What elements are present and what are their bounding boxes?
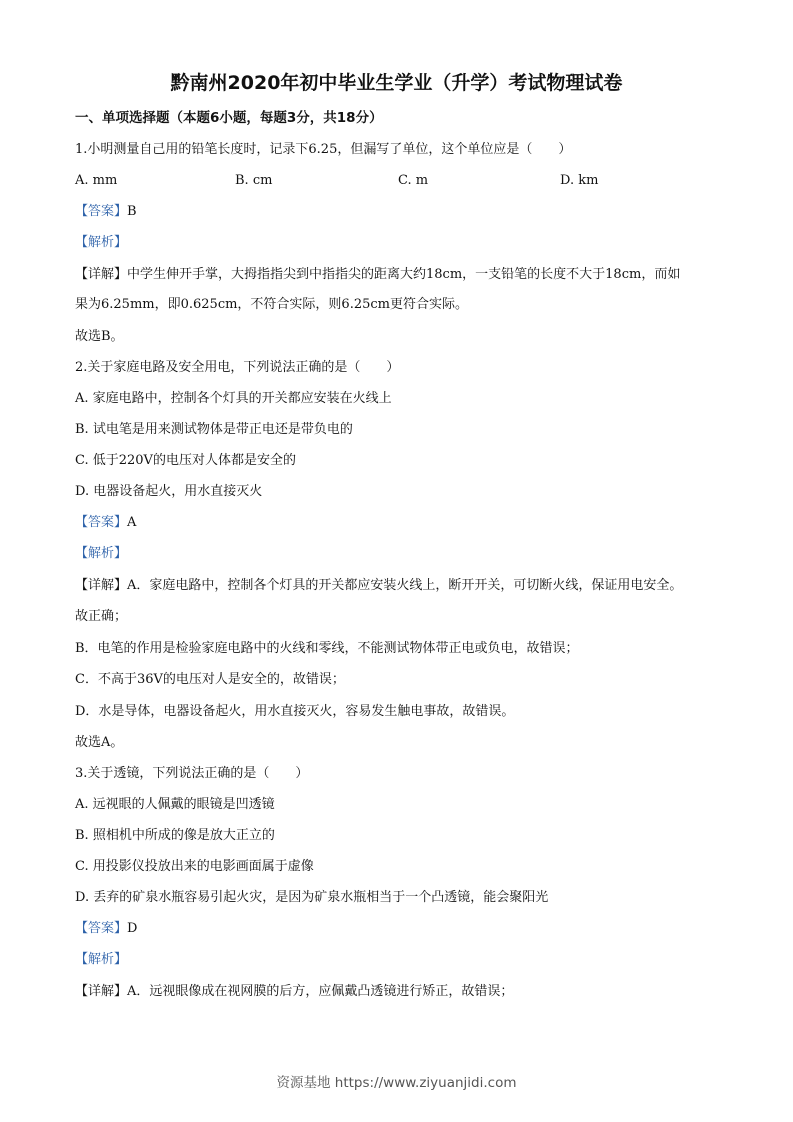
q1-conclusion: 故选B。 xyxy=(75,329,124,344)
section-heading: 一、单项选择题（本题6小题，每题3分，共18分） xyxy=(75,110,383,126)
q3-option-d: D. 丢弃的矿泉水瓶容易引起火灾，是因为矿泉水瓶相当于一个凸透镜，能会聚阳光 xyxy=(75,890,549,905)
q2-analysis-tag: 【解析】 xyxy=(75,546,128,561)
detail-tag: 【详解】 xyxy=(75,578,128,593)
q3-option-c: C. 用投影仪投放出来的电影画面属于虚像 xyxy=(75,859,314,874)
answer-value: A xyxy=(127,515,137,530)
detail-tag: 【详解】 xyxy=(75,984,128,999)
question-3-stem: 3.关于透镜，下列说法正确的是（ ） xyxy=(75,766,309,781)
q3-analysis-tag: 【解析】 xyxy=(75,952,128,967)
q1-analysis-tag: 【解析】 xyxy=(75,235,128,250)
q1-detail-line-2: 果为6.25mm，即0.625cm，不符合实际，则6.25cm更符合实际。 xyxy=(75,297,468,312)
q2-detail-c: C．不高于36V的电压对人是安全的，故错误； xyxy=(75,672,345,687)
q1-option-b: B. cm xyxy=(235,173,273,188)
detail-tag: 【详解】 xyxy=(75,267,128,282)
q3-detail-line xyxy=(75,983,513,1001)
answer-tag: 【答案】 xyxy=(75,515,128,530)
q2-option-b: B. 试电笔是用来测试物体是带正电还是带负电的 xyxy=(75,422,353,437)
q2-detail-b: B．电笔的作用是检验家庭电路中的火线和零线，不能测试物体带正电或负电，故错误； xyxy=(75,641,579,656)
question-2-stem: 2.关于家庭电路及安全用电，下列说法正确的是（ ） xyxy=(75,360,400,375)
exam-title: 黔南州2020年初中毕业生学业（升学）考试物理试卷 xyxy=(170,72,623,94)
q1-option-d: D. km xyxy=(560,173,599,188)
q2-conclusion: 故选A。 xyxy=(75,735,124,750)
q3-option-b: B. 照相机中所成的像是放大正立的 xyxy=(75,828,275,843)
q2-detail-d: D．水是导体，电器设备起火，用水直接灭火，容易发生触电事故，故错误。 xyxy=(75,704,515,719)
q2-option-d: D. 电器设备起火，用水直接灭火 xyxy=(75,484,263,499)
question-1-stem: 1.小明测量自己用的铅笔长度时，记录下6.25，但漏写了单位，这个单位应是（ ） xyxy=(75,142,572,157)
answer-tag: 【答案】 xyxy=(75,921,128,936)
q1-detail-line xyxy=(75,266,680,284)
q2-option-c: C. 低于220V的电压对人体都是安全的 xyxy=(75,453,296,468)
answer-value: B xyxy=(127,204,137,219)
q2-answer xyxy=(75,514,136,532)
q1-option-a: A. mm xyxy=(75,173,118,188)
detail-text: 中学生伸开手掌，大拇指指尖到中指指尖的距离大约18cm，一支铅笔的长度不大于18cm，而如 xyxy=(127,267,681,282)
q2-detail-line xyxy=(75,577,682,595)
detail-text: A．家庭电路中，控制各个灯具的开关都应安装火线上，断开开关，可切断火线，保证用电安全。 xyxy=(127,578,683,593)
answer-value: D xyxy=(127,921,138,936)
q3-answer xyxy=(75,920,137,938)
q3-option-a: A. 远视眼的人佩戴的眼镜是凹透镜 xyxy=(75,797,275,812)
q2-option-a: A. 家庭电路中，控制各个灯具的开关都应安装在火线上 xyxy=(75,391,392,406)
q2-detail-line-2: 故正确； xyxy=(75,609,128,624)
answer-tag: 【答案】 xyxy=(75,204,128,219)
detail-text: A．远视眼像成在视网膜的后方，应佩戴凸透镜进行矫正，故错误； xyxy=(127,984,514,999)
q1-answer xyxy=(75,203,137,221)
footer-watermark: 资源基地 https://www.ziyuanjidi.com xyxy=(276,1075,517,1091)
q1-option-c: C. m xyxy=(398,173,429,188)
